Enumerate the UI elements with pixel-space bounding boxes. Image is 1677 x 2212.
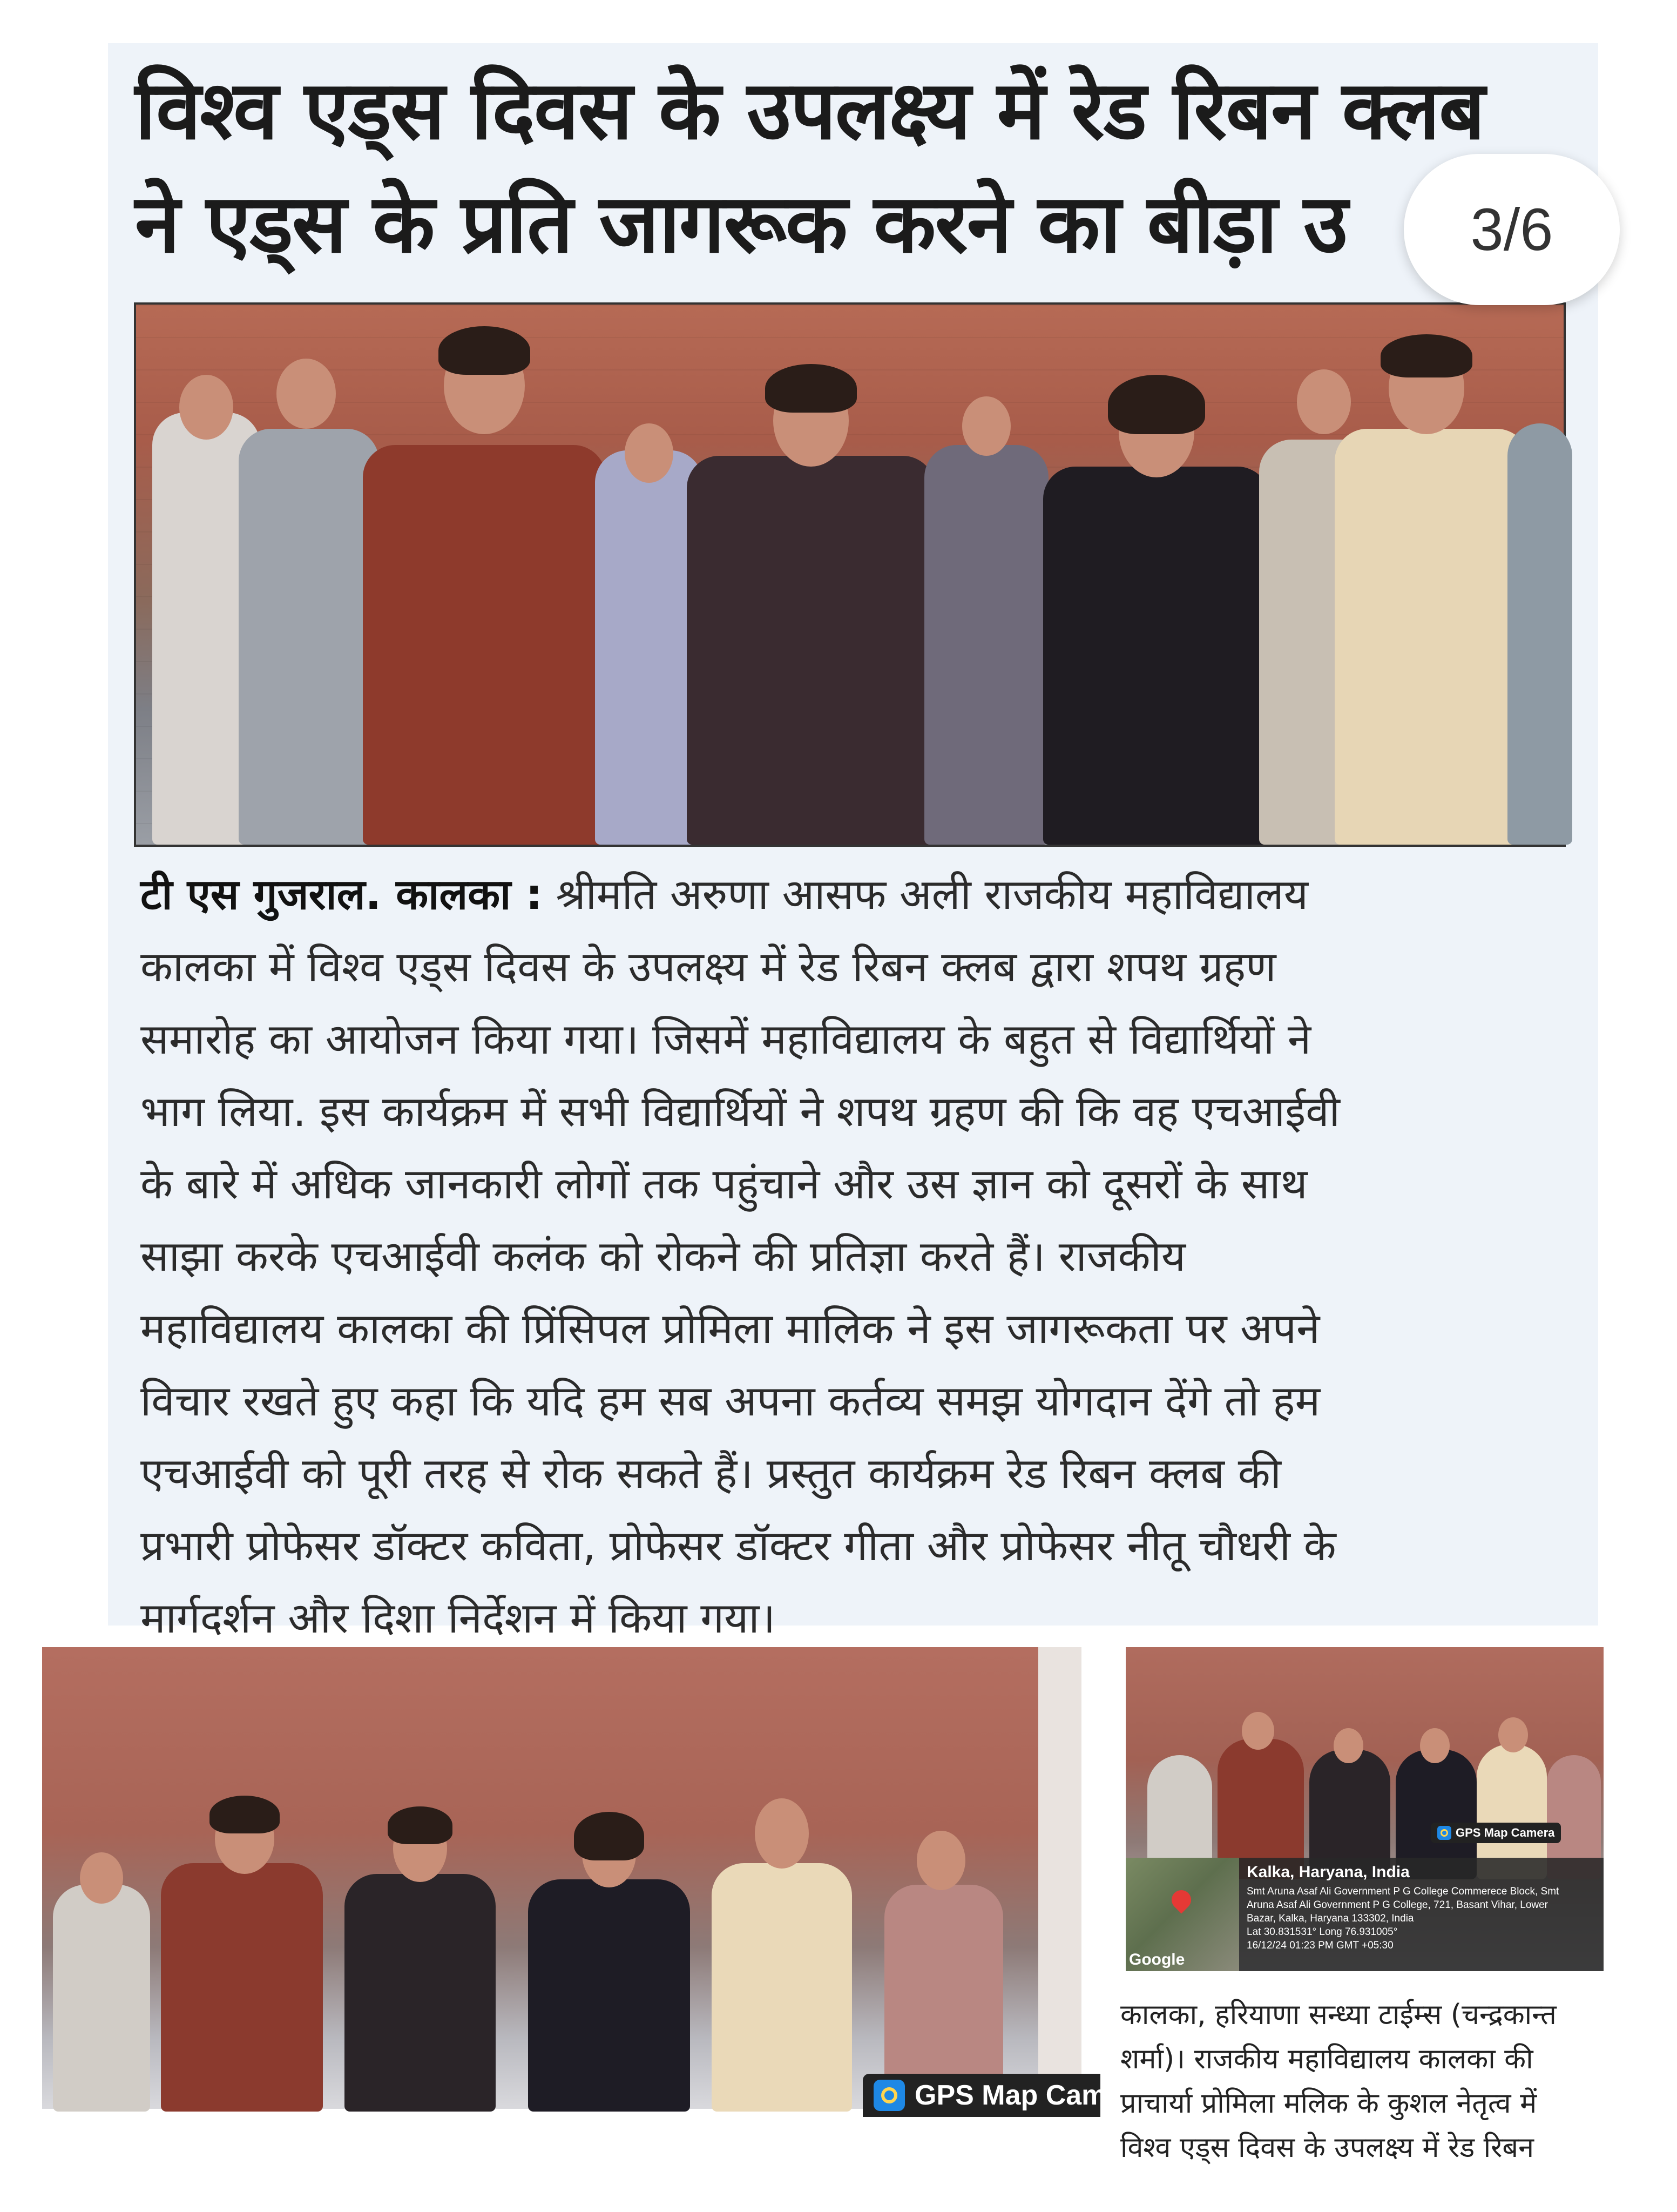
gps-datetime: 16/12/24 01:23 PM GMT +05:30 — [1247, 1940, 1394, 1951]
gps-address-line-1: Smt Aruna Asaf Ali Government P G College Commerece Block, Smt — [1247, 1886, 1559, 1897]
article-line-1: टी एस गुजराल. कालका : श्रीमति अरुणा आसफ अली राजकीय महाविद्यालय — [140, 871, 1308, 919]
article-line-5: के बारे में अधिक जानकारी लोगों तक पहुंचाने और उस ज्ञान को दूसरों के साथ — [140, 1160, 1308, 1209]
gps-map-camera-watermark — [863, 2074, 1107, 2117]
map-thumbnail — [1126, 1858, 1239, 1971]
caption-line-3: प्राचार्या प्रोमिला मलिक के कुशल नेतृत्व में — [1120, 2087, 1537, 2120]
event-photo-right — [1126, 1647, 1604, 1971]
article-line-10: प्रभारी प्रोफेसर डॉक्टर कविता, प्रोफेसर डॉक्टर गीता और प्रोफेसर नीतू चौधरी के — [140, 1522, 1336, 1570]
article-line-9: एचआईवी को पूरी तरह से रोक सकते हैं। प्रस्तुत कार्यक्रम रेड रिबन क्लब की — [140, 1449, 1281, 1498]
byline: टी एस गुजराल. कालका : — [140, 871, 543, 919]
caption-line-2: शर्मा)। राजकीय महाविद्यालय कालका की — [1120, 2043, 1533, 2075]
gps-address-line-3: Bazar, Kalka, Haryana 133302, India — [1247, 1913, 1414, 1924]
newspaper-clipping — [108, 43, 1598, 1643]
article-line-7: महाविद्यालय कालका की प्रिंसिपल प्रोमिला मालिक ने इस जागरूकता पर अपने — [140, 1305, 1320, 1353]
gps-label: GPS Map Cam — [915, 2080, 1107, 2111]
gps-place: Kalka, Haryana, India — [1247, 1863, 1410, 1881]
map-pin-icon — [1168, 1886, 1195, 1914]
headline-line-1: विश्व एड्स दिवस के उपलक्ष्य में रेड रिबन क्लब — [135, 64, 1484, 158]
headline — [135, 54, 1539, 281]
article-line-11: मार्गदर्शन और दिशा निर्देशन में किया गया। — [140, 1594, 776, 1643]
gps-coordinates: Lat 30.831531° Long 76.931005° — [1247, 1926, 1398, 1938]
caption-line-1: कालका, हरियाणा सन्ध्या टाईम्स (चन्द्रकान्त — [1120, 1999, 1557, 2031]
gps-address-line-2: Aruna Asaf Ali Government P G College, 721, Basant Vihar, Lower — [1247, 1899, 1548, 1911]
google-logo: Google — [1129, 1951, 1185, 1968]
caption-line-4: विश्व एड्स दिवस के उपलक्ष्य में रेड रिबन — [1120, 2132, 1534, 2164]
article-line-8: विचार रखते हुए कहा कि यदि हम सब अपना कर्तव्य समझ योगदान देंगे तो हम — [140, 1377, 1321, 1426]
gps-info-panel — [1126, 1858, 1604, 1971]
gps-camera-icon — [874, 2080, 905, 2111]
gps-location-details — [1239, 1858, 1604, 1971]
main-news-photo — [134, 302, 1566, 847]
gps-camera-small-icon — [1437, 1826, 1451, 1840]
gps-label-small: GPS Map Camera — [1456, 1826, 1555, 1839]
article-line-3: समारोह का आयोजन किया गया। जिसमें महाविद्यालय के बहुत से विद्यार्थियों ने — [140, 1015, 1311, 1064]
article-body — [140, 859, 1566, 1655]
gps-map-camera-tag — [1431, 1823, 1561, 1843]
article-line-4: भाग लिया. इस कार्यक्रम में सभी विद्यार्थियों ने शपथ ग्रहण की कि वह एचआईवी — [140, 1088, 1340, 1136]
article-line-6: साझा करके एचआईवी कलंक को रोकने की प्रतिज्ञा करते हैं। राजकीय — [140, 1232, 1186, 1281]
page-indicator-badge: 3/6 — [1404, 154, 1620, 305]
photo-caption — [1120, 1993, 1606, 2170]
headline-line-2: ने एड्स के प्रति जागरूक करने का बीड़ा उ — [135, 177, 1347, 271]
event-photo-left — [42, 1647, 1107, 2111]
article-line-2: कालका में विश्व एड्स दिवस के उपलक्ष्य में रेड रिबन क्लब द्वारा शपथ ग्रहण — [140, 943, 1276, 992]
